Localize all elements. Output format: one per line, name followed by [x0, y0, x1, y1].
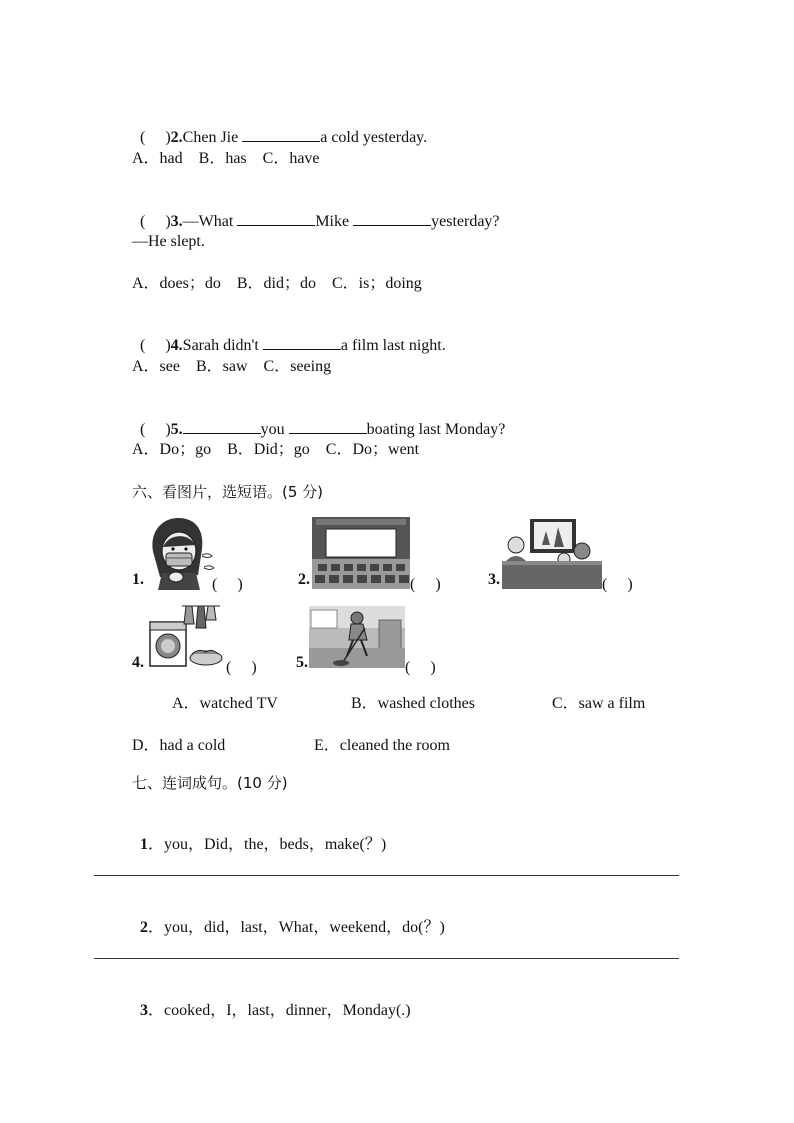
- answer-paren[interactable]: ( ): [405, 659, 436, 676]
- section-7-title: 七、连词成句。(10 分): [132, 774, 288, 792]
- word-list: ．cooked，I，last，dinner，Monday(.): [148, 1002, 411, 1019]
- answer-paren: ( ): [140, 129, 171, 146]
- question-number: 2.: [170, 129, 183, 146]
- choice-e: E．cleaned the room: [314, 737, 450, 754]
- answer-paren: ( ): [140, 213, 171, 230]
- options-4: A．see B．saw C．seeing: [132, 358, 332, 375]
- options-2: A．had B．has C．have: [132, 150, 320, 167]
- section-6-title: 六、看图片，选短语。(5 分): [132, 483, 324, 501]
- sentence-item-3: [132, 981, 411, 1021]
- answer-blank[interactable]: [263, 335, 341, 350]
- choice-a: A．watched TV: [172, 695, 278, 712]
- washing-machine-clothes-icon: [146, 602, 226, 670]
- question-4: [132, 315, 446, 356]
- choice-b: B．washed clothes: [351, 695, 475, 712]
- cinema-seats-icon: [312, 517, 410, 589]
- girl-mopping-room-icon: [309, 606, 405, 668]
- question-number: 3.: [170, 213, 183, 230]
- question-text: Mike: [315, 213, 354, 230]
- answer-line[interactable]: [94, 875, 679, 876]
- answer-blank[interactable]: [183, 419, 261, 434]
- answer-paren[interactable]: ( ): [410, 576, 441, 593]
- question-text: you: [260, 421, 289, 438]
- item-number: 2: [140, 919, 148, 936]
- answer-blank[interactable]: [353, 211, 431, 226]
- question-text: Sarah didn't: [182, 337, 263, 354]
- question-text: a cold yesterday.: [320, 129, 428, 146]
- question-text: yesterday?: [431, 213, 500, 230]
- sick-girl-cold-icon: [146, 515, 216, 590]
- item-number: 3: [140, 1002, 148, 1019]
- answer-line[interactable]: [94, 958, 679, 959]
- question-text: Chen Jie: [182, 129, 243, 146]
- options-3: A．does；do B．did；do C．is；doing: [132, 275, 422, 292]
- item-number: 1: [140, 836, 148, 853]
- question-number: 4.: [170, 337, 183, 354]
- answer-line: —He slept.: [132, 233, 205, 250]
- picture-number: 2.: [298, 571, 310, 588]
- answer-paren[interactable]: ( ): [226, 659, 257, 676]
- picture-number: 1.: [132, 571, 144, 588]
- question-2: [132, 107, 427, 148]
- family-watching-tv-icon: [502, 517, 602, 589]
- answer-blank[interactable]: [289, 419, 367, 434]
- question-text: boating last Monday?: [366, 421, 506, 438]
- word-list: ．you，did，last，What，weekend，do(？): [148, 919, 445, 936]
- choice-d: D．had a cold: [132, 737, 226, 754]
- picture-number: 3.: [488, 571, 500, 588]
- answer-paren[interactable]: ( ): [212, 576, 243, 593]
- question-number: 5.: [170, 421, 183, 438]
- picture-number: 4.: [132, 654, 144, 671]
- sentence-item-1: [132, 815, 386, 855]
- choice-c: C．saw a film: [552, 695, 646, 712]
- question-3: [132, 191, 500, 232]
- word-list: ．you，Did，the，beds，make(？): [148, 836, 387, 853]
- question-text: —What: [182, 213, 238, 230]
- sentence-item-2: [132, 898, 445, 938]
- question-5: [132, 399, 505, 440]
- answer-blank[interactable]: [242, 127, 320, 142]
- question-text: a film last night.: [340, 337, 446, 354]
- answer-paren: ( ): [140, 421, 171, 438]
- options-5: A．Do；go B．Did；go C．Do；went: [132, 441, 420, 458]
- picture-number: 5.: [296, 654, 308, 671]
- answer-paren[interactable]: ( ): [602, 576, 633, 593]
- answer-paren: ( ): [140, 337, 171, 354]
- answer-blank[interactable]: [237, 211, 315, 226]
